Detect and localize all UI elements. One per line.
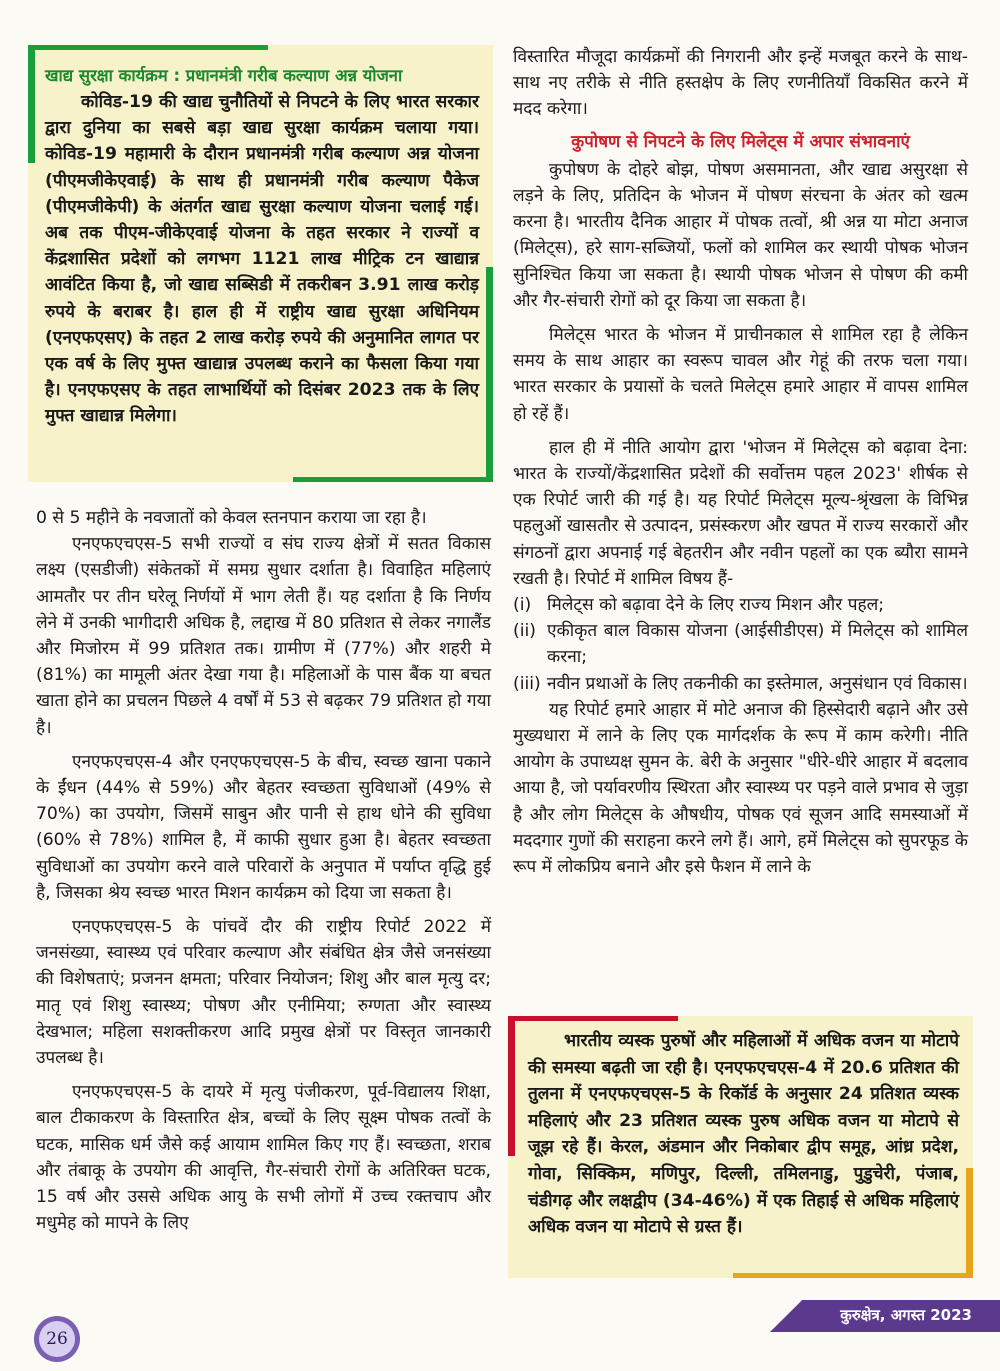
green-accent-bar [486, 267, 493, 482]
list-number: (ii) [513, 621, 536, 642]
page-number-badge [34, 1316, 80, 1362]
obesity-info-box [508, 1016, 973, 1278]
list-number: (iii) [513, 673, 541, 694]
list-item [513, 671, 968, 697]
paragraph: विस्तारित मौजूदा कार्यक्रमों की निगरानी और इन्हें मजबूत करने के साथ-साथ नए तरीके से नीति हस्तक्षेप के लिए रणनीतियाँ विकसित करने में मदद करेगा। [513, 47, 968, 120]
box-text: भारतीय व्यस्क पुरुषों और महिलाओं में अधिक वजन या मोटापे की समस्या बढ़ती जा रही है। एनएफएचएस-4 में 20.6 प्रतिशत की तुलना में एनएफएचएस-5 के रिकॉर्ड के अनुसार 24 प्रतिशत व्यस्क महिलाएं और 23 प्रतिशत व्यस्क पुरुष अधिक वजन या मोटापे से जूझ रहे हैं। केरल, अंडमान और निकोबार द्वीप समूह, आंध्र प्रदेश, गोवा, सिक्किम, मणिपुर, दिल्ली, तमिलनाडु, पुडुचेरी, पंजाब, चंडीगढ़ और लक्षद्वीप (34-46%) में एक तिहाई से अधिक महिलाएं अधिक वजन या मोटापे से ग्रस्त हैं। [528, 1031, 959, 1238]
section-heading: कुपोषण से निपटने के लिए मिलेट्स में अपार संभावनाएं [571, 131, 910, 152]
paragraph: एनएफएचएस-5 सभी राज्यों व संघ राज्य क्षेत्रों में सतत विकास लक्ष्य (एसडीजी) संकेतकों में समग्र सुधार दर्शाता है। विवाहित महिलाएं आमतौर पर तीन घरेलू निर्णयों में भाग लेती हैं। यह दर्शाता है कि निर्णय लेने में उनकी भागीदारी अधिक है, लद्दाख में 80 प्रतिशत से लेकर नगालैंड और मिजोरम में 99 प्रतिशत तक। ग्रामीण में (77%) और शहरी मे (81%) का मामूली अंतर देखा गया है। महिलाओं के पास बैंक या बचत खाता होने का प्रचलन पिछले 4 वर्षों में 53 से बढ़कर 79 प्रतिशत हो गया है। [36, 534, 491, 738]
list-text: नवीन प्रथाओं के लिए तकनीकी का इस्तेमाल, अनुसंधान एवं विकास। [547, 673, 968, 694]
paragraph: एनएफएचएस-5 के दायरे में मृत्यु पंजीकरण, पूर्व-विद्यालय शिक्षा, बाल टीकाकरण के विस्तारित क्षेत्र, बच्चों के लिए सूक्ष्म पोषक तत्वों के घटक, मासिक धर्म जैसे कई आयाम शामिल किए गए हैं। स्वच्छता, शराब और तंबाकू के उपयोग की आवृत्ति, गैर-संचारी रोगों के अतिरिक्त घटक, 15 वर्ष और उससे अधिक आयु के सभी लोगों में उच्च रक्तचाप और मधुमेह को मापने के लिए [36, 1082, 491, 1234]
left-column [36, 505, 491, 1236]
magazine-issue: कुरुक्षेत्र, अगस्त 2023 [840, 1306, 972, 1324]
box-text: कोविड-19 की खाद्य चुनौतियों से निपटने के लिए भारत सरकार द्वारा दुनिया का सबसे बड़ा खाद्य सुरक्षा कार्यक्रम चलाया गया। कोविड-19 महामारी के दौरान प्रधानमंत्री गरीब कल्याण अन्न योजना (पीएमजीकेएवाई) के साथ ही प्रधानमंत्री गरीब कल्याण पैकेज (पीएमजीकेपी) के अंतर्गत खाद्य सुरक्षा कल्याण योजना चलाई गई। अब तक पीएम-जीकेएवाई योजना के तहत सरकार ने राज्यों व केंद्रशासित प्रदेशों को लगभग 1121 लाख मीट्रिक टन खाद्यान्न आवंटित किया है, जो खाद्य सब्सिडी में तकरीबन 3.91 लाख करोड़ रुपये के बराबर है। हाल ही में राष्ट्रीय खाद्य सुरक्षा अधिनियम (एनएफएसए) के तहत 2 लाख करोड़ रुपये की अनुमानित लागत पर एक वर्ष के लिए मुफ्त खाद्यान्न उपलब्ध कराने का फैसला किया गया है। एनएफएसए के तहत लाभार्थियों को दिसंबर 2023 तक के लिए मुफ्त खाद्यान्न मिलेगा। [45, 92, 479, 427]
list-text: एकीकृत बाल विकास योजना (आईसीडीएस) में मिलेट्स को शामिल करना; [547, 621, 968, 668]
paragraph: यह रिपोर्ट हमारे आहार में मोटे अनाज की हिस्सेदारी बढ़ाने और उसे मुख्यधारा में लाने के लिए एक मार्गदर्शक के रूप में काम करेगी। नीति आयोग के उपाध्यक्ष सुमन के. बेरी के अनुसार "धीरे-धीरे आहार में बदलाव आया है, जो पर्यावरणीय स्थिरता और स्वास्थ्य पर पड़ने वाले प्रभाव से जुड़ा है और लोग मिलेट्स के औषधीय, पोषक एवं सूजन आदि समस्याओं में मददगार गुणों की सराहना करने लगे हैं। आगे, हमें मिलेट्स को सुपरफूड के रूप में लोकप्रिय बनाने और इसे फैशन में लाने के [513, 699, 968, 878]
list-number: (i) [513, 595, 532, 616]
box-title: खाद्य सुरक्षा कार्यक्रम : प्रधानमंत्री गरीब कल्याण अन्न योजना [45, 66, 403, 85]
paragraph: 0 से 5 महीने के नवजातों को केवल स्तनपान कराया जा रहा है। [36, 508, 427, 528]
yellow-accent-bar [966, 1168, 973, 1278]
paragraph: मिलेट्स भारत के भोजन में प्राचीनकाल से शामिल रहा है लेकिन समय के साथ आहार का स्वरूप चावल और गेहूं की तरफ चला गया। भारत सरकार के प्रयासों के चलते मिलेट्स हमारे आहार में वापस शामिल हो रहें हैं। [513, 325, 968, 424]
green-accent-bar [293, 477, 493, 482]
right-column [513, 44, 968, 880]
green-accent-bar [28, 45, 35, 163]
paragraph: एनएफएचएस-4 और एनएफएचएस-5 के बीच, स्वच्छ खाना पकाने के ईंधन (44% से 59%) और बेहतर स्वच्छता सुविधाओं (49% से 70%) का उपयोग, जिसमें साबुन और पानी से हाथ धोने की सुविधा (60% से 78%) शामिल है, में काफी सुधार हुआ है। बेहतर स्वच्छता सुविधाओं का उपयोग करने वाले परिवारों के अनुपात में पर्याप्त वृद्धि हुई है, जिसका श्रेय स्वच्छ भारत मिशन कार्यक्रम को दिया जा सकता है। [36, 751, 491, 903]
paragraph: कुपोषण के दोहरे बोझ, पोषण असमानता, और खाद्य असुरक्षा से लड़ने के लिए, प्रतिदिन के भोजन में पोषण संरचना के अंतर को खत्म करना है। भारतीय दैनिक आहार में पोषक तत्वों, श्री अन्न या मोटा अनाज (मिलेट्स), हरे साग-सब्जियों, फलों को शामिल कर स्थायी पोषक भोजन सुनिश्चित किया जा सकता है। स्थायी पोषक भोजन से पोषण की कमी और गैर-संचारी रोगों को दूर किया जा सकता है। [513, 159, 968, 311]
paragraph: हाल ही में नीति आयोग द्वारा 'भोजन में मिलेट्स को बढ़ावा देना: भारत के राज्यों/केंद्रशासित प्रदेशों की सर्वोत्तम पहल 2023' शीर्षक से एक रिपोर्ट जारी की गई है। यह रिपोर्ट मिलेट्स मूल्य-श्रृंखला के विभिन्न पहलुओं खासतौर से उत्पादन, प्रसंस्करण और खपत में राज्य सरकारों और संगठनों द्वारा अपनाई गई बेहतरीन और नवीन पहलों का एक ब्यौरा सामने रखती है। रिपोर्ट में शामिल विषय हैं- [513, 437, 968, 589]
red-accent-bar [508, 1016, 515, 1156]
paragraph: एनएफएचएस-5 के पांचवें दौर की राष्ट्रीय रिपोर्ट 2022 में जनसंख्या, स्वास्थ्य एवं परिवार कल्याण और संबंधित क्षेत्र जैसे जनसंख्या की विशेषताएं; प्रजनन क्षमता; परिवार नियोजन; शिशु और बाल मृत्यु दर; मातृ एवं शिशु स्वास्थ्य; पोषण और एनीमिया; रुग्णता और स्वास्थ्य देखभाल; महिला सशक्तीकरण आदि प्रमुख क्षेत्रों पर विस्तृत जानकारी उपलब्ध है। [36, 917, 491, 1069]
red-accent-bar [508, 1016, 678, 1021]
yellow-accent-bar [733, 1273, 973, 1278]
list-text: मिलेट्स को बढ़ावा देने के लिए राज्य मिशन और पहल; [547, 595, 885, 616]
list-item [513, 618, 968, 670]
page-number: 26 [39, 1321, 75, 1357]
pmgkay-info-box [28, 45, 493, 482]
green-accent-bar [28, 45, 268, 50]
list-item [513, 592, 968, 618]
